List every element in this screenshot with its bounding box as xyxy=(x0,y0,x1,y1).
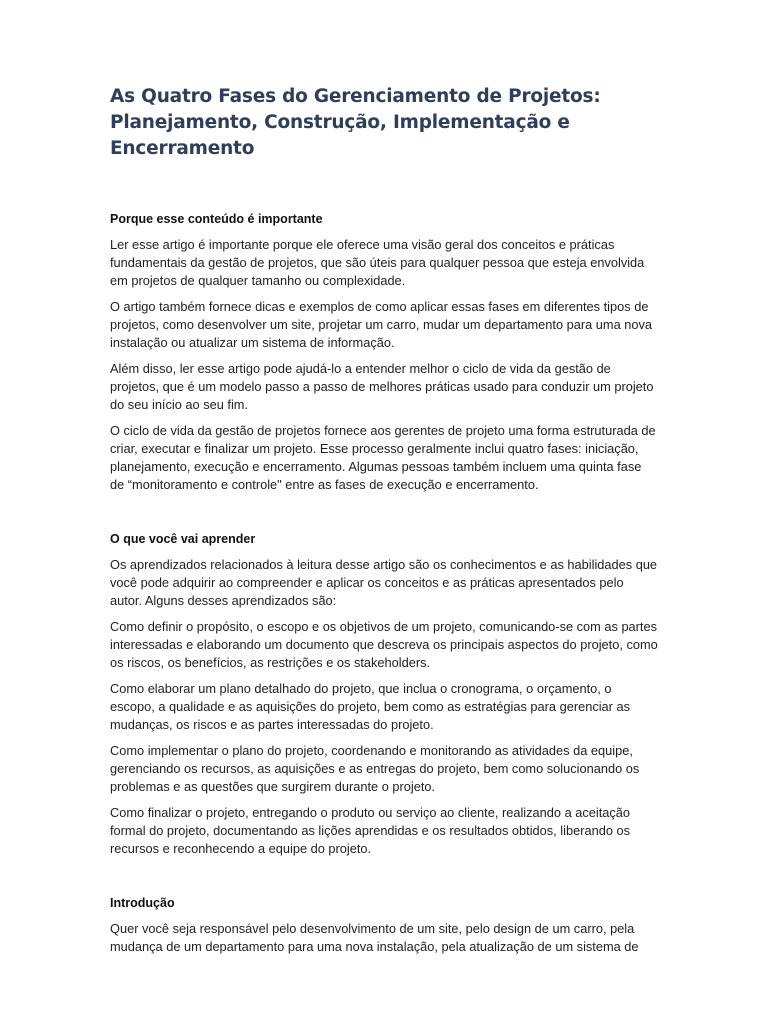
paragraph: O ciclo de vida da gestão de projetos fornece aos gerentes de projeto uma forma estruturada de criar, executar e finalizar um projeto. Esse processo geralmente inclui quatro fases: iniciação, planejamento, execução e encerramento. Algumas pessoas também incluem uma quinta fase de “monitoramento e controle" entre as fases de execução e encerramento. xyxy=(110,423,656,492)
document-title: As Quatro Fases do Gerenciamento de Projetos: Planejamento, Construção, Implementação e Encerramento xyxy=(110,86,601,159)
paragraph: Os aprendizados relacionados à leitura desse artigo são os conhecimentos e as habilidades que você pode adquirir ao compreender e aplicar os conceitos e as práticas apresentados pelo autor. Alguns desses aprendizados são: xyxy=(110,557,658,608)
paragraph: Além disso, ler esse artigo pode ajudá-lo a entender melhor o ciclo de vida da gestão de projetos, que é um modelo passo a passo de melhores práticas usado para conduzir um projeto do seu início ao seu fim. xyxy=(110,361,654,412)
section-heading: Porque esse conteúdo é importante xyxy=(110,212,323,226)
section-heading: Introdução xyxy=(110,896,175,910)
section-introduction xyxy=(110,894,658,956)
paragraph: Como implementar o plano do projeto, coordenando e monitorando as atividades da equipe, gerenciando os recursos, as aquisições e as entregas do projeto, bem como solucionando os problemas e as questões que surgirem durante o projeto. xyxy=(110,743,640,794)
paragraph: Como definir o propósito, o escopo e os objetivos de um projeto, comunicando-se com as partes interessadas e elaborando um documento que descreva os principais aspectos do projeto, como os riscos, os benefícios, as restrições e os stakeholders. xyxy=(110,619,658,670)
paragraph: Quer você seja responsável pelo desenvolvimento de um site, pelo design de um carro, pela mudança de um departamento para uma nova instalação, pela atualização de um sistema de xyxy=(110,921,639,954)
paragraph: Como elaborar um plano detalhado do projeto, que inclua o cronograma, o orçamento, o escopo, a qualidade e as aquisições do projeto, bem como as estratégias para gerenciar as mudanças, os riscos e as partes interessadas do projeto. xyxy=(110,681,631,732)
document-page xyxy=(110,84,658,956)
paragraph: O artigo também fornece dicas e exemplos de como aplicar essas fases em diferentes tipos de projetos, como desenvolver um site, projetar um carro, mudar um departamento para uma nova instalação ou atualizar um sistema de informação. xyxy=(110,299,652,350)
section-why-important xyxy=(110,210,658,494)
paragraph: Ler esse artigo é importante porque ele oferece uma visão geral dos conceitos e práticas fundamentais da gestão de projetos, que são úteis para qualquer pessoa que esteja envolvida em projetos de qualquer tamanho ou complexidade. xyxy=(110,237,645,288)
section-what-you-learn xyxy=(110,530,658,858)
section-heading: O que você vai aprender xyxy=(110,532,256,546)
paragraph: Como finalizar o projeto, entregando o produto ou serviço ao cliente, realizando a aceitação formal do projeto, documentando as lições aprendidas e os resultados obtidos, liberando os recursos e reconhecendo a equipe do projeto. xyxy=(110,805,631,856)
